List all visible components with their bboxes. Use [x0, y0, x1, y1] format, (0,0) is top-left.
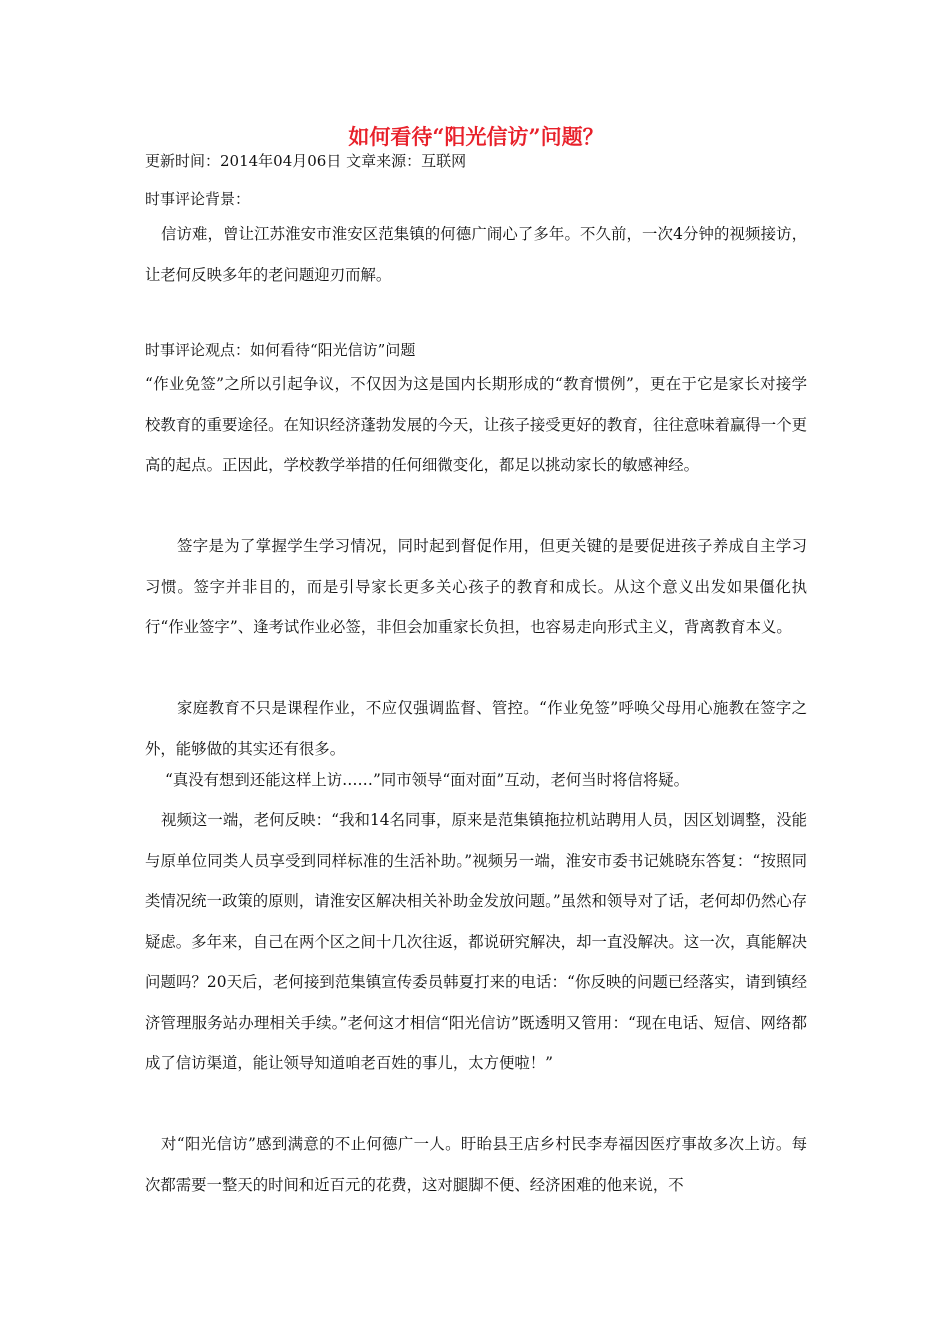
background-label: 时事评论背景：: [145, 190, 251, 208]
body-paragraph: 视频这一端，老何反映：“我和14名同事，原来是范集镇拖拉机站聘用人员，因区划调整，没能与原单位同类人员享受到同样标准的生活补助。”视频另一端，淮安市委书记姚晓东答复：“按照同类情况统一政策的原则，请淮安区解决相关补助金发放问题。”虽然和领导对了话，老何却仍然心存疑虑。多年来，自己在两个区之间十几次往返，都说研究解决，却一直没解决。这一次，真能解决问题吗？20天后，老何接到范集镇宣传委员韩夏打来的电话：“你反映的问题已经落实，请到镇经济管理服务站办理相关手续。”老何这才相信“阳光信访”既透明又管用：“现在电话、短信、网络都成了信访渠道，能让领导知道咱老百姓的事儿，太方便啦！”: [145, 811, 807, 1072]
viewpoint-label: 时事评论观点：如何看待“阳光信访”问题: [145, 341, 416, 359]
body-paragraph: “真没有想到还能这样上访……”同市领导“面对面”互动，老何当时将信将疑。: [165, 771, 689, 789]
body-paragraph: 签字是为了掌握学生学习情况，同时起到督促作用，但更关键的是要促进孩子养成自主学习习惯。签字并非目的，而是引导家长更多关心孩子的教育和成长。从这个意义出发如果僵化执行“作业签字”、逢考试作业必签，非但会加重家长负担，也容易走向形式主义，背离教育本义。: [145, 537, 807, 636]
document-page: [145, 0, 807, 1344]
body-paragraph: “作业免签”之所以引起争议，不仅因为这是国内长期形成的“教育惯例”，更在于它是家长对接学校教育的重要途径。在知识经济蓬勃发展的今天，让孩子接受更好的教育，往往意味着赢得一个更高的起点。正因此，学校教学举措的任何细微变化，都足以挑动家长的敏感神经。: [145, 375, 807, 474]
document-meta: 更新时间：2014年04月06日 文章来源：互联网: [145, 152, 467, 170]
background-paragraph: 信访难，曾让江苏淮安市淮安区范集镇的何德广闹心了多年。不久前，一次4分钟的视频接访，让老何反映多年的老问题迎刃而解。: [145, 225, 807, 284]
body-paragraph: 对“阳光信访”感到满意的不止何德广一人。盱眙县王店乡村民李寿福因医疗事故多次上访。每次都需要一整天的时间和近百元的花费，这对腿脚不便、经济困难的他来说，不: [145, 1135, 807, 1194]
body-paragraph: 家庭教育不只是课程作业，不应仅强调监督、管控。“作业免签”呼唤父母用心施教在签字之外，能够做的其实还有很多。: [145, 699, 807, 758]
document-title: 如何看待“阳光信访”问题？: [348, 124, 604, 149]
